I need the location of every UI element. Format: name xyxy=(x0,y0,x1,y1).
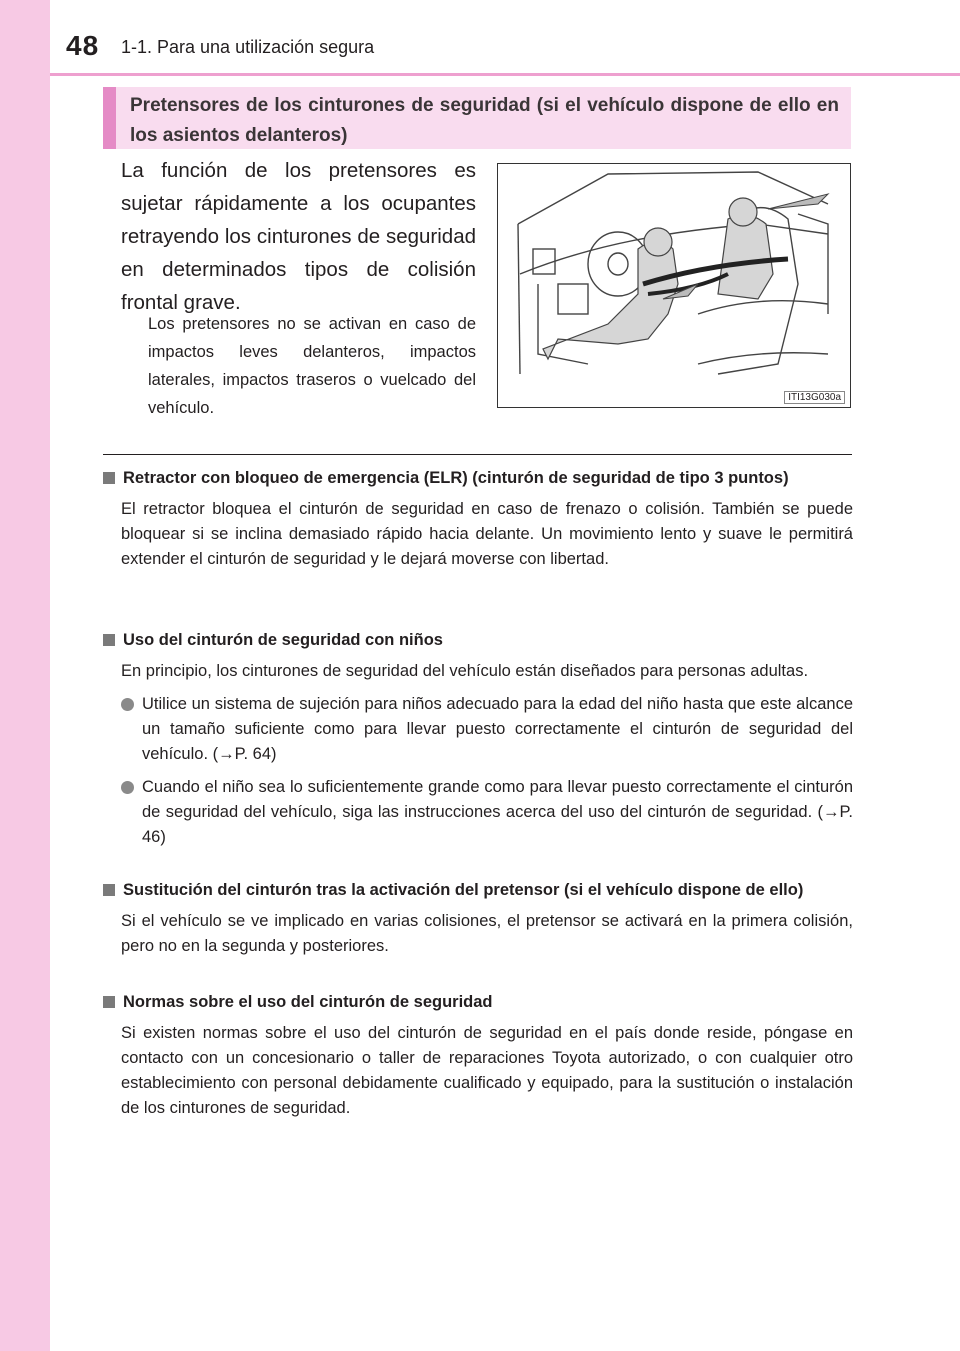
side-bar xyxy=(0,0,50,1351)
round-bullet-icon xyxy=(121,698,134,711)
running-header: 1-1. Para una utilización segura xyxy=(121,37,375,57)
item-children xyxy=(103,628,853,850)
list-item xyxy=(121,775,853,850)
item-text: En principio, los cinturones de seguridad del vehículo están diseñados para personas adultas. xyxy=(121,662,809,680)
section-divider xyxy=(103,454,852,455)
list-item xyxy=(121,692,853,767)
header-rule xyxy=(50,73,960,76)
bullet-text: Cuando el niño sea lo suficientemente grande como para llevar puesto correctamente el cinturón de seguridad del vehículo, siga las instrucciones acerca del uso del cinturón de seguridad. (→P. 46) xyxy=(142,778,853,846)
bullet-text: Utilice un sistema de sujeción para niños adecuado para la edad del niño hasta que este alcance un tamaño suficiente como para llevar puesto correctamente el cinturón de seguridad del vehículo. (→P. 64) xyxy=(142,695,853,763)
intro-note: Los pretensores no se activan en caso de impactos leves delanteros, impactos laterales, impactos traseros o vuelcado del vehículo. xyxy=(148,315,476,417)
item-heading xyxy=(103,466,853,491)
figure-code: ITI13G030a xyxy=(784,391,845,404)
section-title: Pretensores de los cinturones de seguridad (si el vehículo dispone de ello en los asientos delanteros) xyxy=(103,87,851,149)
item-regulations xyxy=(103,990,853,1121)
round-bullet-icon xyxy=(121,781,134,794)
square-bullet-icon xyxy=(103,472,115,484)
item-elr xyxy=(103,466,853,572)
page-number: 48 xyxy=(66,30,100,61)
item-replacement xyxy=(103,878,853,959)
intro-paragraph: La función de los pretensores es sujetar rápidamente a los ocupantes retrayendo los cinturones de seguridad en determinados tipos de colisión frontal grave. xyxy=(121,159,476,314)
heading-text: Sustitución del cinturón tras la activación del pretensor (si el vehículo dispone de ello) xyxy=(123,881,804,899)
pretensioner-illustration xyxy=(497,163,851,408)
item-heading xyxy=(103,878,853,903)
item-text: El retractor bloquea el cinturón de seguridad en caso de frenazo o colisión. También se puede bloquear si se inclina demasiado rápido hacia delante. Un movimiento lento y suave le permitirá extender el cinturón de seguridad y le dejará moverse con libertad. xyxy=(121,500,853,568)
car-interior-drawing xyxy=(498,164,851,408)
heading-text: Retractor con bloqueo de emergencia (ELR) (cinturón de seguridad de tipo 3 puntos) xyxy=(123,469,789,487)
item-text: Si el vehículo se ve implicado en varias colisiones, el pretensor se activará en la primera colisión, pero no en la segunda y posteriores. xyxy=(121,912,853,955)
heading-text: Uso del cinturón de seguridad con niños xyxy=(123,631,443,649)
heading-text: Normas sobre el uso del cinturón de seguridad xyxy=(123,993,493,1011)
item-text: Si existen normas sobre el uso del cinturón de seguridad en el país donde reside, póngase en contacto con un concesionario o taller de reparaciones Toyota autorizado, o con cualquier otro establecimiento con personal debidamente cualificado y equipado, para la sustitución o instalación de los cinturones de seguridad. xyxy=(121,1024,853,1117)
square-bullet-icon xyxy=(103,996,115,1008)
square-bullet-icon xyxy=(103,884,115,896)
item-heading xyxy=(103,628,853,653)
item-heading xyxy=(103,990,853,1015)
square-bullet-icon xyxy=(103,634,115,646)
